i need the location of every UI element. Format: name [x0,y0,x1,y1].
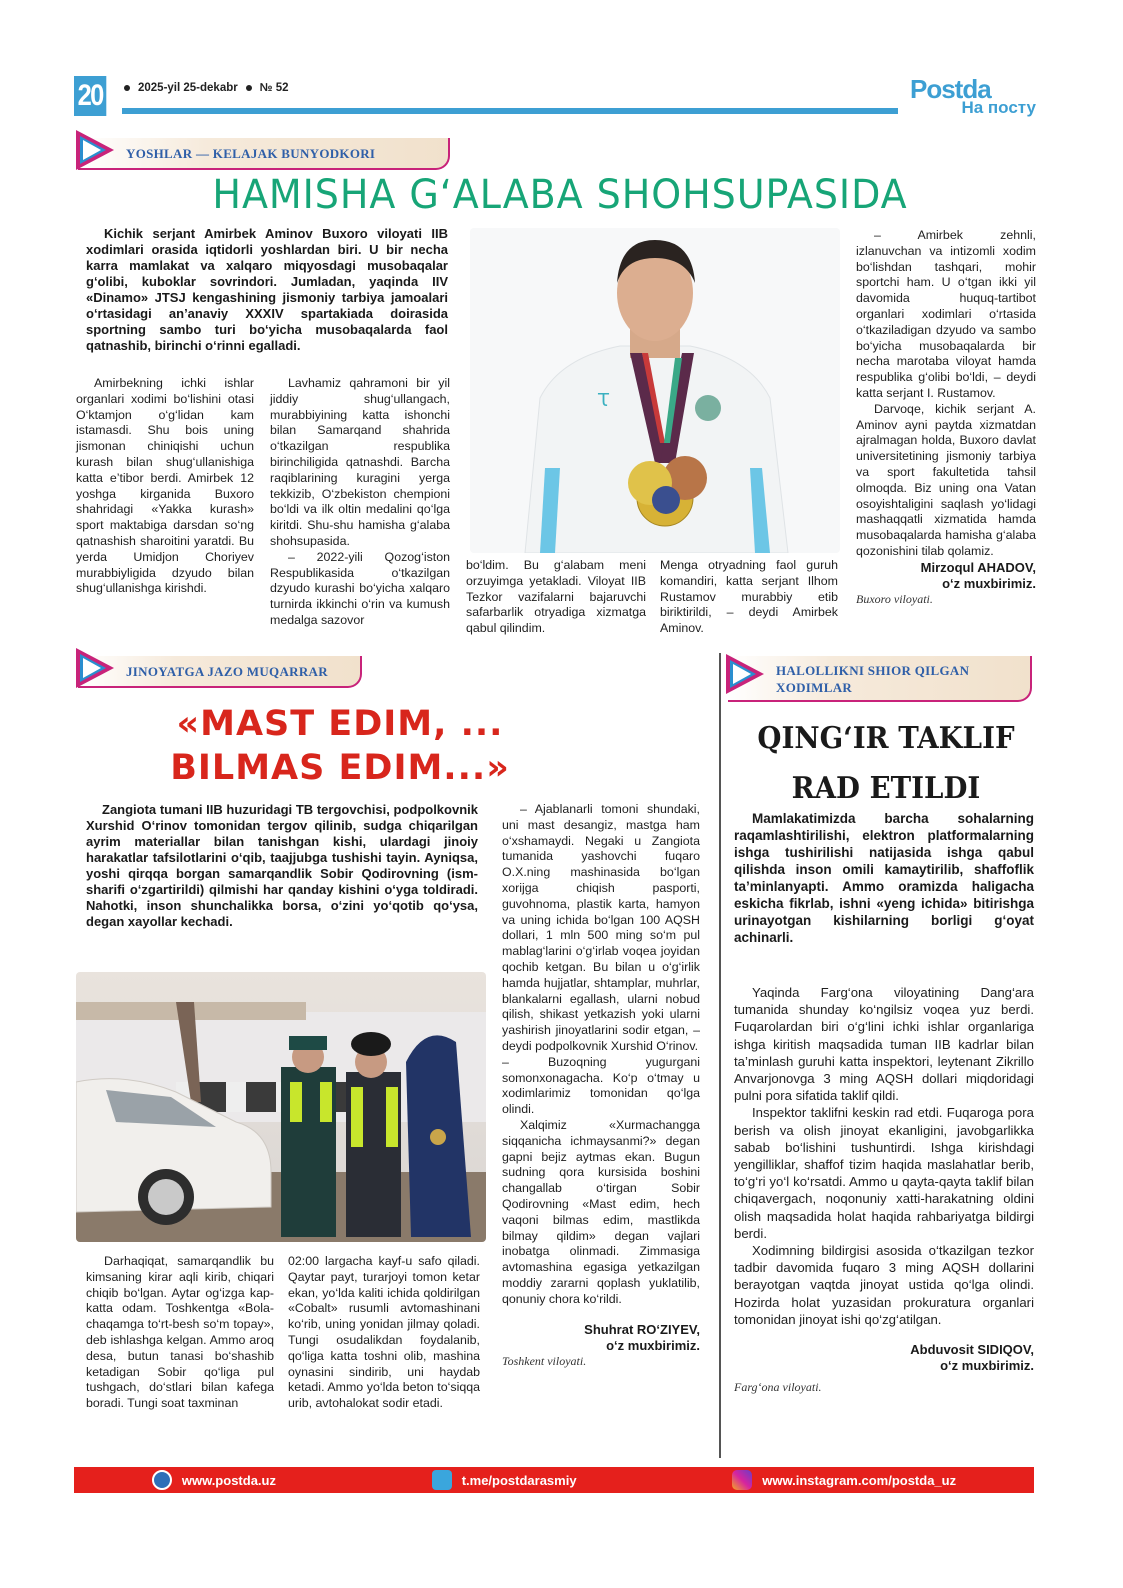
svg-text:Ꚍ: Ꚍ [598,390,609,411]
issue-date: 2025-yil 25-dekabr [138,82,238,94]
police-scene-illustration-icon [76,972,486,1242]
article3-title [748,714,1024,814]
rubric-article3 [728,656,1032,702]
rubric-label-line2: XODIMLAR [776,680,853,695]
triangle-inner-white [733,664,751,684]
article1-col1: Amirbekning ichki ishlar organlari xodimi bo‘lishini otasi O‘ktamjon o‘g‘lidan kam istamasdi. Shu bois uning jismonan chiniqishi uchun kurash bilan shug‘ullanishiga katta e’tibor berdi. Amirbek 12 yoshga kirganida Buxoro shahridagi «Yakka kurash» sport maktabiga darsdan so‘ng qatnashish sharoitini yaratdi. Bu yerda Umidjon Choriyev murabbiyligida dzyudo bilan shug‘ullanishga kirishdi. [76,376,254,596]
issue-number: № 52 [259,82,289,94]
triangle-inner-white [83,658,101,678]
footer-bar [74,1467,1034,1493]
globe-icon [152,1470,172,1490]
article2-title-line1: «MAST EDIM, ... [176,704,504,744]
article2-author: Shuhrat RO‘ZIYEV, [584,1321,700,1337]
article1-col5b: Darvoqe, kichik serjant A. Aminov ayni paytda xizmatdan ajralmagan holda, Buxoro davlat universitetining jismoniy tarbiya va sport fakultetida tahsil olmoqda. Biz uning ona Vatan osoyishtaligini saqlash yo‘lidagi mashaqqatli xizmatida hamda musobaqalarda hamisha g‘alaba qozonishini tilab qolamiz. [856,401,1036,558]
article3-author: Abduvosit SIDIQOV, [910,1342,1034,1358]
article3-title-line2: RAD ETILDI [791,771,981,806]
header-rule [122,108,898,114]
article1-col2a: Lavhamiz qahramoni bir yil jiddiy shug‘ullangach, murabbiyining katta ishonchi bilan Samarqand shahrida o‘tkazilgan respublika birinchiligida qatnashdi. Barcha raqiblarining kuragini yerga tekkizib, O‘zbekiston chempioni bo‘ldi va ilk oltin medalini qo‘lga kiritdi. Shu-shu hamisha g‘alaba shohsupasida. [270,376,450,548]
article3-body [734,984,1034,1395]
athlete-illustration-icon [470,228,840,553]
article1-col4: Menga otryadning faol guruh komandiri, katta serjant Ilhom Rustamov murabbiy etib biriktirildi, – deydi Amirbek Aminov. [660,558,838,636]
bullet-icon [124,85,130,91]
article3-p3: Xodimning bildirgisi asosida o‘tkazilgan tezkor tadbir davomida fuqaro 3 ming AQSH dollarini berayotgan vaqtda jinoyat ustida qo‘lga olindi. Hozirda holat yuzasidan prokuratura organlari tomonidan jinoyat ishi qo‘zg‘atilgan. [734,1243,1034,1327]
article1-col2b: – 2022-yili Qozog‘iston Respublikasida o‘tkazilgan dzyudo kurashi bo‘yicha xalqaro turnirda ikkinchi o‘rin va kumush medalga sazovor [270,549,450,627]
rubric-label [776,662,969,696]
telegram-icon [432,1470,452,1490]
article2-col3 [502,802,700,1369]
article1-col5a: – Amirbek zehnli, izlanuvchan va intizomli xodim bo‘lishdan tashqari, mohir sportchi ham. U o‘tgan ikki yil davomida huquq-tartibot organlari xodimlari o‘rtasida o‘tkaziladigan dzyudo va sambo bo‘yicha musobaqalarda bir necha marotaba viloyat hamda respublika g‘olibi bo‘ldi, – deydi katta serjant I. Rustamov. [856,228,1036,400]
athlete-photo [470,228,840,553]
rubric-label: JINOYATGA JAZO MUQARRAR [126,664,328,679]
article2-lead: Zangiota tumani IIB huzuridagi TB tergovchisi, podpolkovnik Xurshid O‘rinov tomonidan tergov qilinib, sudga chiqarilgan ayrim materiallar bilan tanishgan kishi, ulardagi jinoiy harakatlar tafsilotlarini o‘qib, taajjubga tushishi tayin. Ayniqsa, yoshi qirqqa borgan samarqandlik Sobir Qodirovning (ism-sharifi o‘zgartirildi) qilmishi har qanday kishini o‘yga toldiradi. Nahotki, inson shunchalikka borsa, o‘zini yo‘qotib qo‘ysa, degan xayollar kechadi. [86,802,478,929]
footer-telegram: t.me/postdarasmiy [461,1472,577,1488]
footer-instagram: www.instagram.com/postda_uz [762,1472,957,1488]
article2-col3a: – Ajablanarli tomoni shundaki, uni mast desangiz, mastga ham o‘xshamaydi. Negaki u Zangiota tumanida yashovchi fuqaro O.X.ning mashinasida bo‘lgan xorijga chiqish pasporti, guvohnoma, plastik karta, hamyon va uning ichida bo‘lgan 100 AQSH dollari, 1 mln 500 ming so‘m pul mablag‘larini o‘g‘irlab voqea joyidan qochib ketgan. Bu bilan u o‘g‘irlik hamda hujjatlar, shtamplar, muhrlar, blankalarni egallash, ularni nobud qilish, shikast yetkazish yoki ularni yashirish jinoyatlarini sodir etgan, – deydi podpolkovnik Xurshid O‘rinov. [502,802,700,1053]
article2-title-line2: BILMAS EDIM...» [170,748,510,788]
article1-col2 [270,376,450,629]
article2-col1: Darhaqiqat, samarqandlik bu kimsaning kirar aqli kirib, chiqari chiqib bo‘lgan. Aytar og‘izga kap-katta odam. Toshkentga «Bola-chaqamga to‘rt-besh so‘m topay», deb ishlashga kelgan. Ammo aroq desa, butun tanasi bo‘shashib ketadigan Sobir qo‘liga pul tushgach, do‘stlari bilan kafega boradi. Tungi soat taxminan [86,1254,274,1411]
footer-telegram-link[interactable] [432,1470,577,1490]
article1-col3: bo‘ldim. Bu g‘alabam meni orzuyimga yetakladi. Viloyat IIB Tezkor vazifalarni bajaruvchi safarbarlik otryadiga xizmatga qabul qilindim. [466,558,646,636]
article2-col3c: Xalqimiz «Xurmachangga siqqanicha ichmaysanmi?» degan gapni bejiz aytmas ekan. Bugun sudning qora kursisida boshini changallab o‘tirgan Sobir Qodirovning «Mast edim, hech vaqoni bilmas edim, mastlikda bilmay qildim» degan vajlari inobatga olinmadi. Zimmasiga avtomashina egasiga yetkazilgan moddiy zararni qoplash yuklatilib, qonuniy chora ko‘rildi. [502,1117,700,1306]
article2-col3b: – Buzoqning yugurgani somonxonagacha. Ko‘p o‘tmay u xodimlarimiz tomonidan qo‘lga olindi. [502,1054,700,1117]
article3-title-line1: QING‘IR TAKLIF [757,721,1015,756]
column-divider [719,653,721,1458]
article2-col2: 02:00 largacha kayf-u safo qiladi. Qaytar payt, turarjoyi tomon ketar ekan, yo‘lda kaliti ichida qoldirilgan «Cobalt» rusumli avtomashinani ko‘rib, uning yonidan jilmay qoladi. Tungi osudalikdan foydalanib, qo‘liga katta toshni olib, mashina oynasini sindirib, uni haydab ketadi. Ammo yo‘lda beton to‘siqqa urib, avtohalokat sodir etadi. [288,1254,480,1411]
article3-author-role: o‘z muxbirimiz. [940,1358,1034,1374]
article3-p2: Inspektor taklifni keskin rad etdi. Fuqaroga pora berish va olish jinoyat ekanligini, javobgarlikka sabab bo‘lishini tushuntirdi. Ishga kirishdagi yengilliklar, shaffof tizim haqida maslahatlar berib, to‘g‘ri yo‘l ko‘rsatdi. Ammo u qayta-qayta taklif bilan chiqavergach, noqonuniy xatti-harakatning oldini olish maqsadida holat haqida rahbariyatga bildirgi berdi. [734,1105,1034,1241]
article2-title [110,702,570,790]
rubric-label: YOSHLAR — KELAJAK BUNYODKORI [126,146,376,161]
rubric-article2 [78,656,362,688]
article1-author-role: o‘z muxbirimiz. [942,575,1036,591]
page-number: 20 [74,76,106,116]
article1-lead: Kichik serjant Amirbek Aminov Buxoro viloyati IIB xodimlari orasida iqtidorli yoshlardan biri. U bir necha karra mamlakat va xalqaro miqyosdagi musobaqalar g‘olibi, kuboklar sovrindori. Jumladan, yaqinda IIV «Dinamo» JTSJ kengashining jismoniy tarbiya jamoalari o‘rtasidagi an’anaviy XXXIV spartakiada doirasida sportning sambo turi bo‘yicha musobaqalarda faol qatnashib, birinchi o‘rinni egalladi. [86,226,448,353]
article2-place: Toshkent viloyati. [502,1353,587,1368]
police-scene-photo [76,972,486,1242]
article1-col5 [856,228,1036,607]
article1-place: Buxoro viloyati. [856,591,933,606]
footer-website-link[interactable] [152,1470,276,1490]
logo-postda: Postda [910,74,991,104]
rubric-article1 [78,138,450,170]
article3-place: Farg‘ona viloyati. [734,1380,822,1395]
instagram-icon [732,1470,752,1490]
newspaper-logo [910,74,1036,118]
logo-na-postu: На посту [961,98,1036,117]
article1-title: HAMISHA G‘ALABA SHOHSUPASIDA [212,172,908,218]
article1-author: Mirzoqul AHADOV, [920,559,1036,575]
issue-info [124,82,289,94]
rubric-label-line1: HALOLLIKNI SHIOR QILGAN [776,663,970,678]
article3-p1: Yaqinda Farg‘ona viloyatining Dang‘ara tumanida shunday ko‘ngilsiz voqea yuz berdi. Fuqarolardan biri o‘g‘lini ichki ishlar organlariga ishga kiritish maqsadida tuman IIB kadrlar bilan ta’minlash guruhi katta inspektori, leytenant Zikrillo Anvarjonovga 3 ming AQSH dollari miqdoridagi pulni pora sifatida taklif qildi. [734,985,1034,1104]
triangle-inner-white [83,140,101,160]
article3-lead: Mamlakatimizda barcha sohalarning raqamlashtirilishi, elektron platformalarning ishga tushirilishi natijasida ishga qabul qilishda inson omili kamaytirilib, shaffoflik ta’minlanyapti. Ammo oramizda haligacha eskicha fikrlab, ishni «yeng ichida» bitirishga urinayotgan kishilarning borligi g‘oyat achinarli. [734,811,1034,945]
bullet-icon [246,85,252,91]
footer-website: www.postda.uz [181,1472,276,1488]
footer-instagram-link[interactable] [732,1470,956,1490]
article2-author-role: o‘z muxbirimiz. [606,1337,700,1353]
